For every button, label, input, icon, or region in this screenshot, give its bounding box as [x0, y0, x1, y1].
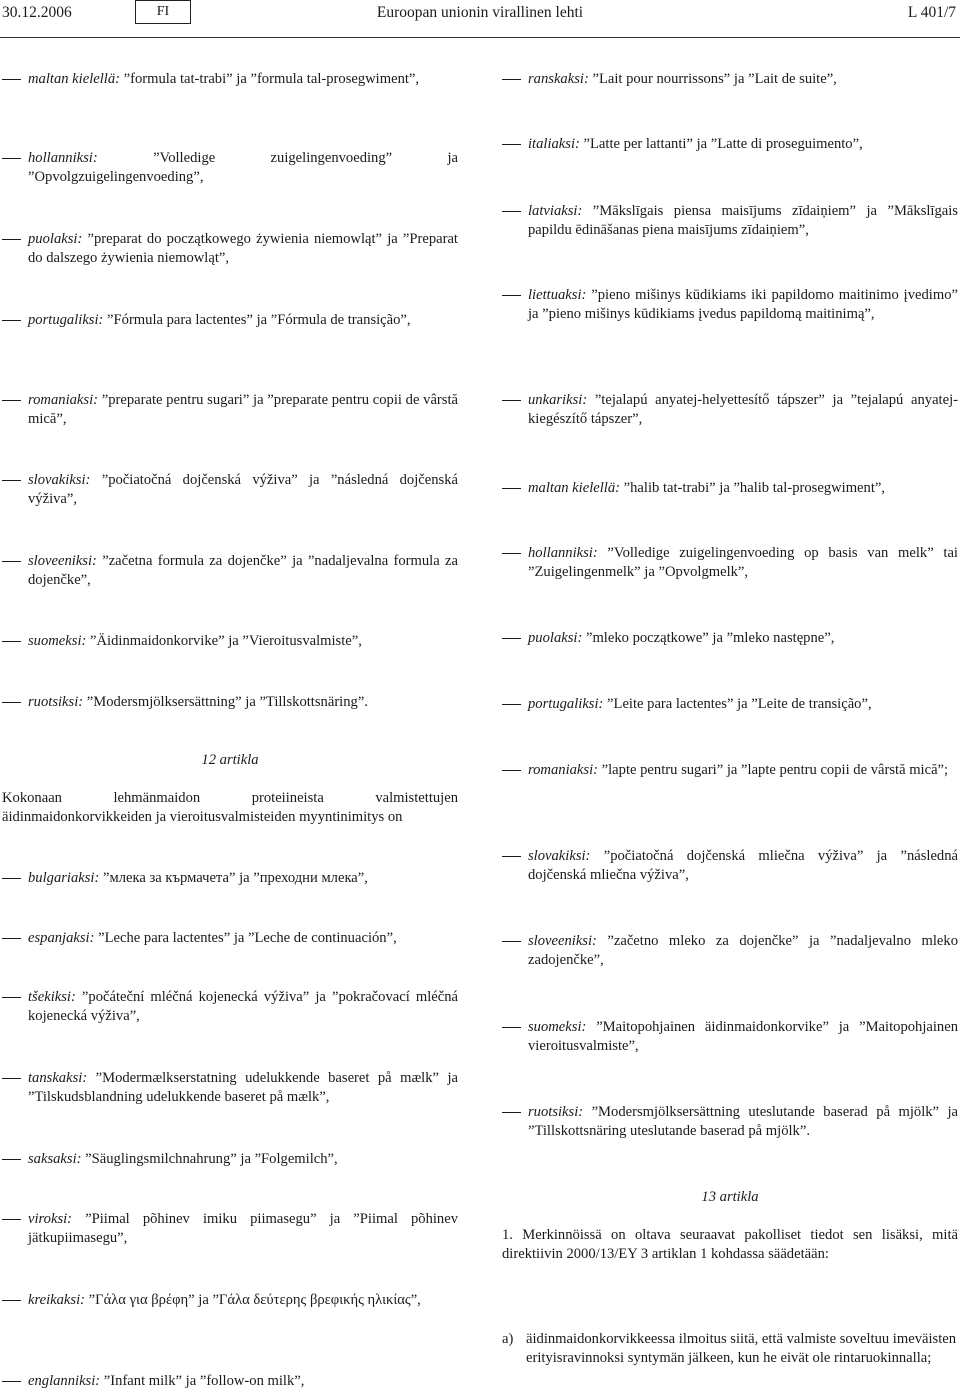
dash-marker	[2, 158, 21, 159]
list-item	[502, 1018, 958, 1055]
dash-marker	[502, 144, 521, 145]
product-names: ”Maitopohjainen äidinmaidonkorvike” ja ”Maitopohjainen vieroitusvalmiste”,	[528, 1019, 958, 1054]
product-names: ”Γάλα για βρέφη” ja ”Γάλα δεύτερης βρεφικής ηλικίας”,	[85, 1292, 421, 1308]
product-names: ”počáteční mléčná kojenecká výživa” ja ”pokračovací mléčná kojenecká výživa”,	[28, 989, 458, 1024]
list-item	[502, 1103, 958, 1140]
list-item	[2, 1210, 458, 1247]
list-item	[2, 471, 458, 508]
language-name: unkariksi:	[528, 392, 588, 408]
language-name: latviaksi:	[528, 203, 583, 219]
dash-marker	[502, 1027, 521, 1028]
language-box: FI	[135, 0, 191, 24]
list-item	[2, 632, 458, 651]
product-names: ”Fórmula para lactentes” ja ”Fórmula de transição”,	[103, 312, 411, 328]
product-names: ”Volledige zuigelingenvoeding op basis van melk” tai ”Zuigelingenmelk” ja ”Opvolgmelk”,	[528, 545, 958, 580]
language-name: sloveeniksi:	[528, 933, 597, 949]
language-name: espanjaksi:	[28, 930, 95, 946]
language-name: ranskaksi:	[528, 71, 589, 87]
list-item	[502, 629, 958, 648]
language-name: kreikaksi:	[28, 1292, 85, 1308]
language-name: romaniaksi:	[28, 392, 98, 408]
dash-marker	[502, 295, 521, 296]
dash-marker	[2, 400, 21, 401]
article-13-heading: 13 artikla	[701, 1189, 759, 1205]
list-item	[2, 869, 458, 888]
dash-marker	[2, 561, 21, 562]
dash-marker	[502, 400, 521, 401]
list-item	[2, 149, 458, 186]
list-item	[2, 1291, 458, 1310]
page-header	[0, 0, 960, 26]
list-item	[2, 230, 458, 267]
language-name: puolaksi:	[28, 231, 83, 247]
product-names: ”začetno mleko za dojenčke” ja ”nadaljevalno mleko zadojenčke”,	[528, 933, 958, 968]
language-name: portugaliksi:	[28, 312, 104, 328]
list-item	[502, 1330, 958, 1367]
language-name: ruotsiksi:	[528, 1104, 584, 1120]
dash-marker	[2, 1300, 21, 1301]
language-name: ruotsiksi:	[28, 694, 84, 710]
dash-marker	[2, 480, 21, 481]
product-names: ”mleko początkowe” ja ”mleko następne”,	[582, 630, 835, 646]
language-name: saksaksi:	[28, 1151, 82, 1167]
product-names: ”Leche para lactentes” ja ”Leche de continuación”,	[94, 930, 397, 946]
dash-marker	[2, 320, 21, 321]
list-item	[502, 286, 958, 323]
product-names: ”Leite para lactentes” ja ”Leite de transição”,	[603, 696, 872, 712]
dash-marker	[2, 1219, 21, 1220]
language-name: suomeksi:	[528, 1019, 587, 1035]
language-name: romaniaksi:	[528, 762, 598, 778]
publication-date: 30.12.2006	[2, 4, 72, 21]
language-name: hollanniksi:	[28, 150, 98, 166]
language-name: sloveeniksi:	[28, 553, 97, 569]
product-names: ”pieno mišinys kūdikiams iki papildomo maitinimo įvedimo” ja ”pieno mišinys kūdikiams įvedus papildomą maitinimą”,	[528, 287, 958, 322]
language-name: englanniksi:	[28, 1373, 101, 1389]
list-item	[502, 932, 958, 969]
dash-marker	[502, 856, 521, 857]
dash-marker	[502, 211, 521, 212]
list-item	[2, 1069, 458, 1106]
product-names: ”млека за кърмачета” ja ”преходни млека”,	[99, 870, 368, 886]
product-names: ”Volledige zuigelingenvoeding” ja ”Opvolgzuigelingenvoeding”,	[28, 150, 458, 185]
list-item	[2, 552, 458, 589]
language-name: bulgariaksi:	[28, 870, 100, 886]
product-names: ”preparate pentru sugari” ja ”preparate pentru copii de vârstă mică”,	[28, 392, 458, 427]
dash-marker	[2, 1078, 21, 1079]
list-item	[2, 988, 458, 1025]
dash-marker	[502, 941, 521, 942]
list-item	[2, 391, 458, 428]
list-item	[502, 202, 958, 239]
product-names: ”začetna formula za dojenčke” ja ”nadaljevalna formula za dojenčke”,	[28, 553, 458, 588]
product-names: ”Modersmjölksersättning uteslutande baserad på mjölk” ja ”Tillskottsnäring uteslutande baserad på mjölk”.	[528, 1104, 958, 1139]
product-names: ”počiatočná dojčenská mliečna výživa” ja ”následná dojčenská mliečna výživa”,	[528, 848, 958, 883]
list-item	[502, 391, 958, 428]
list-item	[502, 847, 958, 884]
language-name: maltan kielellä:	[528, 480, 620, 496]
product-names: ”preparat do początkowego żywienia niemowląt” ja ”Preparat do dalszego żywienia niemowląt”,	[28, 231, 458, 266]
article-12-heading: 12 artikla	[201, 752, 259, 768]
list-item	[502, 695, 958, 714]
product-names: ”halib tat-trabi” ja ”halib tal-prosegwiment”,	[620, 480, 886, 496]
dash-marker	[502, 704, 521, 705]
dash-marker	[2, 1381, 21, 1382]
dash-marker	[502, 553, 521, 554]
list-item	[502, 135, 958, 154]
dash-marker	[502, 638, 521, 639]
language-name: puolaksi:	[528, 630, 583, 646]
item-marker: a)	[502, 1331, 514, 1347]
list-item	[502, 479, 958, 498]
product-names: ”Mākslīgais piensa maisījums zīdaiņiem” ja ”Mākslīgais papildu ēdināšanas piena maisījums zīdaiņiem”,	[528, 203, 958, 238]
product-names: ”Infant milk” ja ”follow-on milk”,	[100, 1373, 305, 1389]
article-13-paragraph-1: 1. Merkinnöissä on oltava seuraavat pakolliset tiedot sen lisäksi, mitä direktiivin 2000/13/EY 3 artiklan 1 kohdassa säädetään:	[502, 1227, 958, 1262]
dash-marker	[2, 641, 21, 642]
product-names: ”Lait pour nourrissons” ja ”Lait de suite”,	[588, 71, 837, 87]
product-names: ”Latte per lattanti” ja ”Latte di proseguimento”,	[579, 136, 863, 152]
product-names: ”Modermælkserstatning udelukkende baseret på mælk” ja ”Tilskudsblandning udelukkende baseret på mælk”,	[28, 1070, 458, 1105]
dash-marker	[502, 770, 521, 771]
language-name: tanskaksi:	[28, 1070, 88, 1086]
product-names: ”Piimal põhinev imiku piimasegu” ja ”Piimal põhinev jätkupiimasegu”,	[28, 1211, 458, 1246]
article-12-intro: Kokonaan lehmänmaidon proteiineista valmistettujen äidinmaidonkorvikkeiden ja vieroitusvalmisteiden myyntinimitys on	[2, 790, 458, 825]
product-names: ”Säuglingsmilchnahrung” ja ”Folgemilch”,	[81, 1151, 338, 1167]
list-item	[2, 311, 458, 330]
dash-marker	[2, 878, 21, 879]
dash-marker	[2, 1159, 21, 1160]
dash-marker	[2, 997, 21, 998]
product-names: ”tejalapú anyatej-helyettesítő tápszer” ja ”tejalapú anyatej-kiegészítő tápszer”,	[528, 392, 958, 427]
list-item	[502, 70, 958, 89]
product-names: ”Äidinmaidonkorvike” ja ”Vieroitusvalmiste”,	[86, 633, 362, 649]
dash-marker	[502, 488, 521, 489]
list-item	[502, 761, 958, 780]
language-name: slovakiksi:	[28, 472, 91, 488]
dash-marker	[502, 1112, 521, 1113]
language-name: hollanniksi:	[528, 545, 598, 561]
language-name: maltan kielellä:	[28, 71, 120, 87]
list-item	[2, 1150, 458, 1169]
list-item	[502, 544, 958, 581]
page-number: L 401/7	[907, 4, 956, 21]
list-item	[2, 929, 458, 948]
language-name: italiaksi:	[528, 136, 580, 152]
dash-marker	[2, 702, 21, 703]
product-names: ”formula tat-trabi” ja ”formula tal-prosegwiment”,	[120, 71, 420, 87]
list-item	[2, 693, 458, 712]
journal-title: Euroopan unionin virallinen lehti	[376, 4, 584, 21]
language-name: slovakiksi:	[528, 848, 591, 864]
dash-marker	[2, 239, 21, 240]
list-item	[2, 70, 458, 89]
dash-marker	[502, 79, 521, 80]
product-names: ”Modersmjölksersättning” ja ”Tillskottsnäring”.	[83, 694, 368, 710]
list-item	[2, 1372, 458, 1391]
language-name: suomeksi:	[28, 633, 87, 649]
language-name: viroksi:	[28, 1211, 73, 1227]
product-names: ”počiatočná dojčenská výživa” ja ”následná dojčenská výživa”,	[28, 472, 458, 507]
product-names: ”lapte pentru sugari” ja ”lapte pentru copii de vârstă mică”;	[598, 762, 949, 778]
language-name: liettuaksi:	[528, 287, 587, 303]
item-text: äidinmaidonkorvikkeessa ilmoitus siitä, että valmiste soveltuu imeväisten erityisravinnoksi syntymän jälkeen, kun he eivät ole rintaruokinnalla;	[526, 1331, 957, 1366]
header-rule	[0, 37, 960, 38]
language-name: portugaliksi:	[528, 696, 604, 712]
dash-marker	[2, 938, 21, 939]
dash-marker	[2, 79, 21, 80]
language-name: tšekiksi:	[28, 989, 76, 1005]
